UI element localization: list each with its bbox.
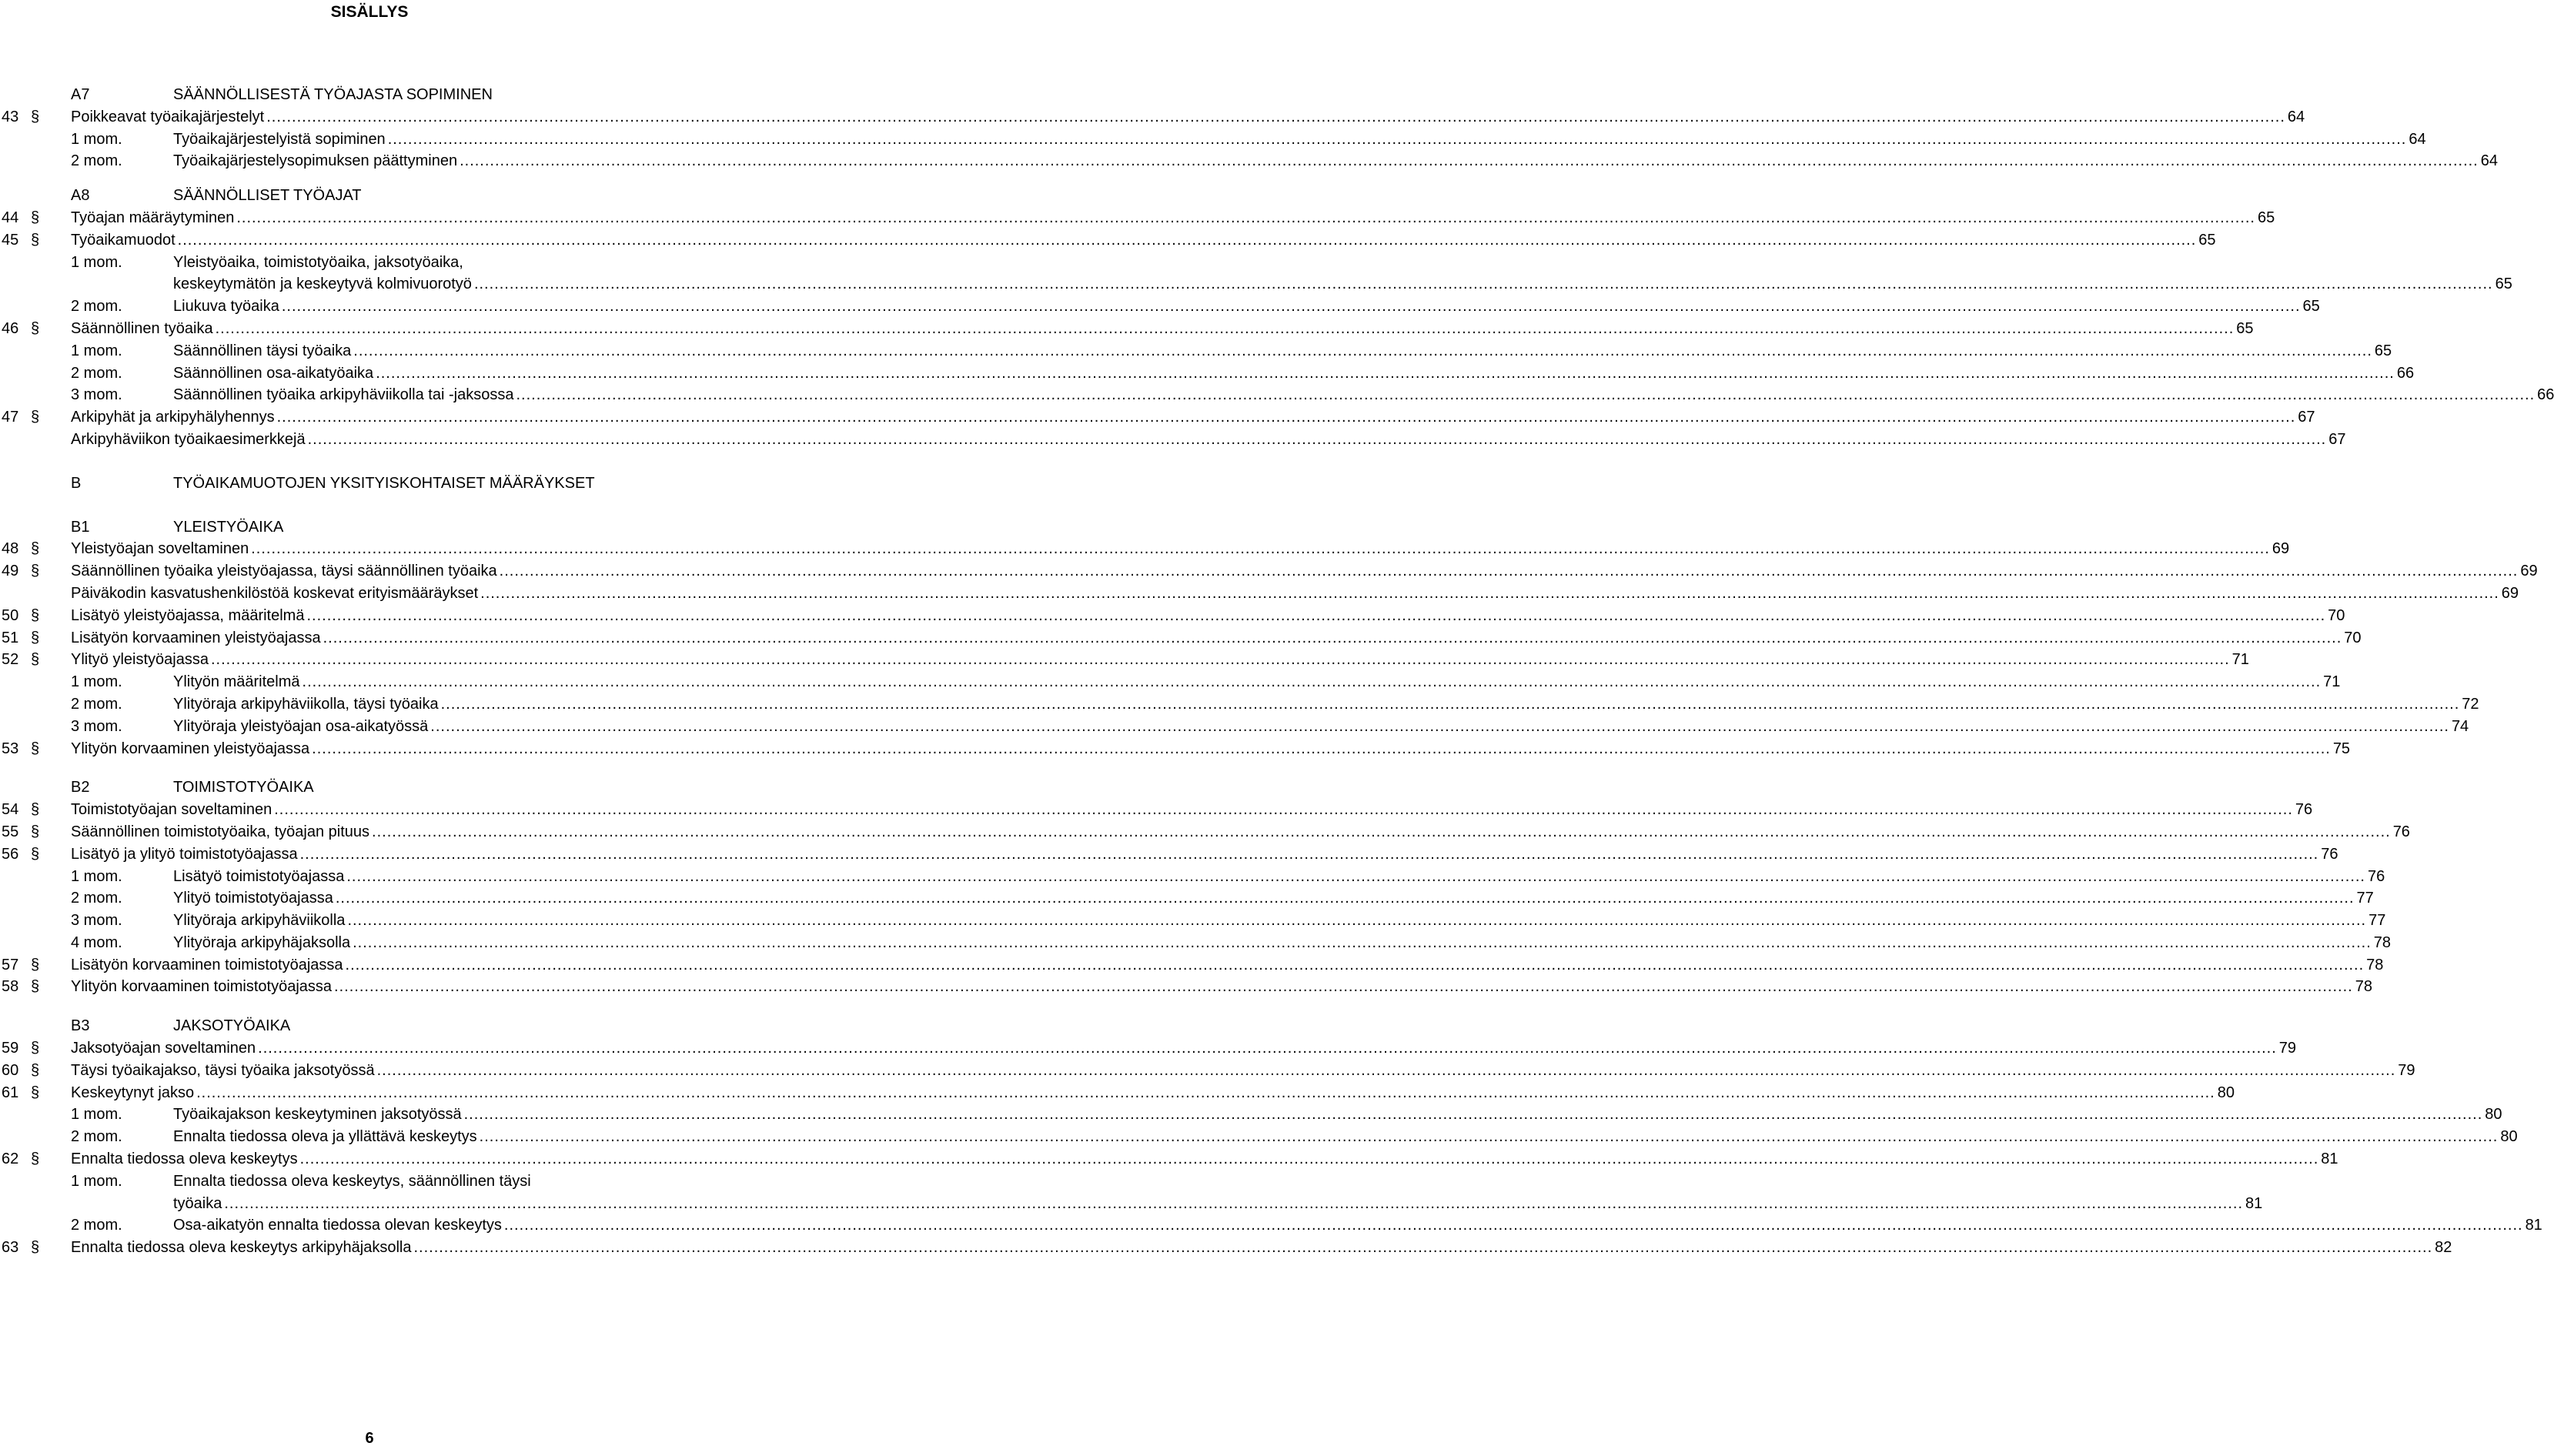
entry-link[interactable] (173, 152, 2498, 170)
mom-label: 4 mom. (71, 933, 122, 951)
entry-link[interactable] (173, 386, 2554, 404)
heading-title: JAKSOTYÖAIKA (173, 1017, 291, 1035)
entry-link[interactable] (71, 584, 2519, 603)
entry-link[interactable] (173, 717, 2469, 736)
toc-mom-row (0, 867, 2385, 890)
entry-page-number: 69 (2272, 540, 2290, 558)
dot-leader: ................................................................................................................................................................................................................................................................................................................................................................................................................ (479, 1128, 2499, 1146)
entry-link[interactable] (71, 1061, 2415, 1080)
entry-link[interactable] (71, 563, 2538, 580)
section-symbol: § (31, 1150, 40, 1168)
entry-link[interactable] (173, 342, 2392, 360)
section-symbol: § (31, 651, 40, 669)
dot-leader: ................................................................................................................................................................................................................................................................................................................................................................................................................ (480, 584, 2499, 602)
entry-page-number: 64 (2480, 152, 2498, 170)
section-number: 48 (2, 540, 19, 558)
toc-section-row (0, 108, 2305, 131)
entry-page-number: 81 (2525, 1217, 2542, 1234)
entry-page-number: 67 (2328, 430, 2346, 448)
toc-section-row (0, 319, 2254, 342)
dot-leader: ................................................................................................................................................................................................................................................................................................................................................................................................................ (258, 1040, 2277, 1057)
toc-heading (0, 475, 739, 497)
entry-title: Osa-aikatyön ennalta tiedossa olevan keskeytys (173, 1217, 502, 1234)
entry-title: Täysi työaikajakso, täysi työaika jaksotyössä (71, 1061, 375, 1079)
entry-page-number: 64 (2287, 108, 2305, 125)
entry-link[interactable] (173, 1194, 2263, 1213)
dot-leader: ................................................................................................................................................................................................................................................................................................................................................................................................................ (299, 1150, 2319, 1168)
entry-title: Työaikamuodot (71, 231, 176, 249)
section-number: 61 (2, 1084, 19, 1101)
mom-label: 2 mom. (71, 695, 122, 713)
heading-code: B1 (71, 518, 90, 536)
entry-title: Työaikajärjestelysopimuksen päättyminen (173, 152, 458, 170)
entry-page-number: 74 (2451, 717, 2469, 735)
entry-title: Säännöllinen työaika arkipyhäviikolla tai -jaksossa (173, 386, 514, 404)
entry-link[interactable] (71, 629, 2362, 647)
toc-section-row (0, 1239, 2452, 1261)
entry-link[interactable] (71, 108, 2305, 126)
toc-section-row (0, 563, 2538, 585)
entry-page-number: 76 (2392, 823, 2410, 840)
section-symbol: § (31, 231, 40, 249)
entry-link[interactable] (71, 319, 2254, 338)
toc-section-row (0, 1061, 2415, 1084)
entry-page-number: 70 (2344, 629, 2362, 646)
section-number: 46 (2, 319, 19, 337)
heading-code: A8 (71, 187, 90, 205)
entry-title: Lisätyö toimistotyöajassa (173, 867, 345, 885)
entry-page-number: 69 (2501, 584, 2519, 602)
heading-title: SÄÄNNÖLLISET TYÖAJAT (173, 187, 362, 205)
section-symbol: § (31, 823, 40, 840)
toc-section-row (0, 409, 2315, 431)
section-symbol: § (31, 540, 40, 558)
mom-label: 2 mom. (71, 1128, 122, 1146)
dot-leader: ................................................................................................................................................................................................................................................................................................................................................................................................................ (177, 231, 2197, 249)
entry-link[interactable] (71, 1040, 2297, 1057)
dot-leader: ................................................................................................................................................................................................................................................................................................................................................................................................................ (503, 1217, 2523, 1234)
dot-leader: ................................................................................................................................................................................................................................................................................................................................................................................................................ (353, 342, 2372, 359)
entry-title: Arkipyhäviikon työaikaesimerkkejä (71, 430, 306, 448)
dot-leader: ................................................................................................................................................................................................................................................................................................................................................................................................................ (440, 695, 2460, 713)
dot-leader: ................................................................................................................................................................................................................................................................................................................................................................................................................ (460, 152, 2479, 170)
entry-title: Ylityö yleistyöajassa (71, 651, 209, 669)
dot-leader: ................................................................................................................................................................................................................................................................................................................................................................................................................ (473, 276, 2493, 293)
mom-label: 3 mom. (71, 912, 122, 930)
entry-title: Ennalta tiedossa oleva keskeytys (71, 1150, 298, 1168)
entry-title: Arkipyhät ja arkipyhälyhennys (71, 409, 275, 426)
section-number: 43 (2, 108, 19, 125)
entry-link[interactable] (173, 298, 2320, 316)
section-number: 53 (2, 740, 19, 757)
entry-page-number: 69 (2520, 563, 2538, 580)
toc-section-row (0, 1040, 2297, 1062)
toc-section-row (0, 629, 2362, 652)
dot-leader: ................................................................................................................................................................................................................................................................................................................................................................................................................ (307, 430, 2327, 448)
dot-leader: ................................................................................................................................................................................................................................................................................................................................................................................................................ (236, 209, 2255, 226)
entry-link[interactable] (71, 978, 2372, 996)
section-symbol: § (31, 1040, 40, 1057)
section-number: 62 (2, 1150, 19, 1168)
dot-leader: ................................................................................................................................................................................................................................................................................................................................................................................................................ (196, 1084, 2215, 1101)
dot-leader: ................................................................................................................................................................................................................................................................................................................................................................................................................ (274, 801, 2293, 819)
mom-label: 2 mom. (71, 1217, 122, 1234)
entry-page-number: 76 (2321, 845, 2338, 863)
entry-link[interactable] (173, 890, 2374, 907)
entry-link[interactable] (173, 1128, 2518, 1146)
section-symbol: § (31, 606, 40, 624)
entry-link[interactable] (173, 276, 2512, 293)
toc-heading (0, 779, 739, 801)
entry-title: työaika (173, 1194, 222, 1212)
entry-page-number: 65 (2236, 319, 2254, 337)
dot-leader: ................................................................................................................................................................................................................................................................................................................................................................................................................ (215, 319, 2235, 337)
heading-code: B (71, 474, 82, 492)
entry-link[interactable] (71, 606, 2345, 625)
entry-link[interactable] (71, 740, 2351, 758)
entry-page-number: 65 (2257, 209, 2275, 226)
toc-mom-row (0, 364, 2415, 387)
mom-label: 1 mom. (71, 1106, 122, 1124)
section-number: 51 (2, 629, 19, 646)
section-number: 47 (2, 409, 19, 426)
section-number: 50 (2, 606, 19, 624)
dot-leader: ................................................................................................................................................................................................................................................................................................................................................................................................................ (224, 1194, 2244, 1212)
toc-section-row (0, 606, 2345, 629)
dot-leader: ................................................................................................................................................................................................................................................................................................................................................................................................................ (463, 1106, 2483, 1124)
section-symbol: § (31, 1239, 40, 1257)
toc-mom-row (0, 1173, 739, 1195)
dot-leader: ................................................................................................................................................................................................................................................................................................................................................................................................................ (516, 386, 2536, 404)
toc-mom-row (0, 1106, 2502, 1128)
dot-leader: ................................................................................................................................................................................................................................................................................................................................................................................................................ (430, 717, 2449, 735)
dot-leader: ................................................................................................................................................................................................................................................................................................................................................................................................................ (335, 890, 2355, 907)
entry-title: Päiväkodin kasvatushenkilöstöä koskevat erityismääräykset (71, 584, 479, 602)
toc-mom-row (0, 152, 2498, 175)
entry-link[interactable] (173, 254, 724, 272)
toc-section-row (0, 651, 2249, 673)
entry-link[interactable] (71, 845, 2338, 863)
toc-heading (0, 519, 739, 541)
mom-label: 3 mom. (71, 386, 122, 404)
entry-title: Lisätyön korvaaminen toimistotyöajassa (71, 956, 343, 973)
toc-mom-row (0, 386, 2554, 409)
section-number: 63 (2, 1239, 19, 1257)
heading-title: TOIMISTOTYÖAIKA (173, 779, 314, 796)
entry-title: Työaikajakson keskeytyminen jaksotyössä (173, 1106, 462, 1124)
entry-title: Ennalta tiedossa oleva keskeytys, säännöllinen täysi (173, 1172, 531, 1190)
entry-title: Lisätyö ja ylityö toimistotyöajassa (71, 845, 298, 863)
entry-title: Ylityöraja arkipyhäviikolla (173, 912, 346, 930)
toc-section-row (0, 231, 2216, 254)
dot-leader: ................................................................................................................................................................................................................................................................................................................................................................................................................ (306, 606, 2326, 624)
toc-continuation-row (0, 1194, 2263, 1217)
toc-mom-row (0, 254, 739, 276)
entry-link[interactable] (173, 695, 2479, 713)
dot-leader: ................................................................................................................................................................................................................................................................................................................................................................................................................ (251, 540, 2270, 558)
page-number: 6 (365, 1430, 374, 1447)
toc-section-row (0, 823, 2410, 846)
entry-title: Yleistyöajan soveltaminen (71, 540, 249, 558)
entry-link[interactable] (71, 956, 2384, 974)
toc-mom-row (0, 890, 2374, 912)
section-number: 52 (2, 651, 19, 669)
dot-leader: ................................................................................................................................................................................................................................................................................................................................................................................................................ (299, 845, 2319, 863)
mom-label: 2 mom. (71, 152, 122, 170)
heading-title: YLEISTYÖAIKA (173, 518, 284, 536)
entry-page-number: 76 (2367, 867, 2385, 885)
entry-page-number: 78 (2355, 978, 2372, 996)
toc-mom-row (0, 695, 2479, 718)
entry-page-number: 78 (2373, 933, 2392, 951)
heading-title: TYÖAIKAMUOTOJEN YKSITYISKOHTAISET MÄÄRÄYKSET (173, 474, 595, 492)
entry-page-number: 77 (2368, 912, 2386, 930)
dot-leader: ................................................................................................................................................................................................................................................................................................................................................................................................................ (353, 933, 2372, 951)
dot-leader: ................................................................................................................................................................................................................................................................................................................................................................................................................ (276, 409, 2296, 426)
toc-continuation-row (0, 276, 2512, 298)
section-number: 60 (2, 1061, 19, 1079)
entry-title: Keskeytynyt jakso (71, 1084, 195, 1101)
entry-page-number: 65 (2198, 231, 2216, 249)
entry-title: Ylityön korvaaminen yleistyöajassa (71, 740, 310, 757)
toc-section-row (0, 978, 2372, 1000)
dot-leader: ................................................................................................................................................................................................................................................................................................................................................................................................................ (372, 823, 2391, 840)
dot-leader: ................................................................................................................................................................................................................................................................................................................................................................................................................ (281, 298, 2301, 316)
toc-section-row (0, 1084, 2235, 1107)
entry-link[interactable] (71, 409, 2315, 426)
toc-mom-row (0, 298, 2320, 320)
entry-title: Poikkeavat työaikajärjestelyt (71, 108, 265, 125)
dot-leader: ................................................................................................................................................................................................................................................................................................................................................................................................................ (345, 956, 2365, 973)
mom-label: 1 mom. (71, 342, 122, 359)
toc-subsection-row (0, 430, 2346, 453)
mom-label: 1 mom. (71, 253, 122, 271)
entry-title: Työajan määräytyminen (71, 209, 235, 226)
section-number: 58 (2, 978, 19, 996)
entry-page-number: 81 (2245, 1194, 2263, 1212)
toc-mom-row (0, 912, 2386, 934)
dot-leader: ................................................................................................................................................................................................................................................................................................................................................................................................................ (376, 364, 2395, 382)
toc-section-row (0, 209, 2275, 232)
entry-title: Ylityöraja arkipyhäjaksolla (173, 933, 351, 951)
entry-link[interactable] (173, 1173, 724, 1191)
entry-link[interactable] (173, 933, 2392, 952)
mom-label: 1 mom. (71, 1172, 122, 1190)
dot-leader: ................................................................................................................................................................................................................................................................................................................................................................................................................ (334, 978, 2353, 996)
entry-link[interactable] (173, 673, 2341, 691)
entry-title: Ylityöraja yleistyöajan osa-aikatyössä (173, 717, 429, 735)
entry-link[interactable] (71, 209, 2275, 227)
toc-mom-row (0, 342, 2392, 365)
mom-label: 2 mom. (71, 890, 122, 907)
entry-link[interactable] (173, 867, 2385, 886)
entry-page-number: 70 (2328, 606, 2345, 624)
dot-leader: ................................................................................................................................................................................................................................................................................................................................................................................................................ (376, 1061, 2396, 1079)
entry-title: Toimistotyöajan soveltaminen (71, 801, 272, 819)
entry-page-number: 75 (2332, 740, 2351, 757)
mom-label: 1 mom. (71, 673, 122, 691)
entry-link[interactable] (71, 1150, 2338, 1168)
dot-leader: ................................................................................................................................................................................................................................................................................................................................................................................................................ (347, 912, 2367, 930)
section-number: 45 (2, 231, 19, 249)
table-of-contents (0, 86, 2554, 1261)
entry-link[interactable] (71, 1239, 2452, 1257)
entry-page-number: 64 (2409, 130, 2426, 148)
toc-mom-row (0, 130, 2426, 153)
toc-section-row (0, 1150, 2338, 1173)
heading-title: SÄÄNNÖLLISESTÄ TYÖAJASTA SOPIMINEN (173, 86, 493, 103)
entry-title: Lisätyön korvaaminen yleistyöajassa (71, 629, 321, 646)
toc-mom-row (0, 1128, 2518, 1150)
dot-leader: ................................................................................................................................................................................................................................................................................................................................................................................................................ (210, 651, 2230, 669)
entry-title: Liukuva työaika (173, 298, 279, 316)
toc-mom-row (0, 717, 2469, 740)
entry-link[interactable] (71, 651, 2249, 669)
entry-link[interactable] (173, 130, 2426, 149)
mom-label: 1 mom. (71, 130, 122, 148)
section-number: 56 (2, 845, 19, 863)
entry-page-number: 81 (2321, 1150, 2338, 1168)
toc-section-row (0, 845, 2338, 868)
entry-link[interactable] (173, 1217, 2542, 1234)
mom-label: 3 mom. (71, 717, 122, 735)
toc-subsection-row (0, 584, 2519, 607)
entry-link[interactable] (71, 801, 2313, 819)
mom-label: 2 mom. (71, 298, 122, 316)
toc-section-row (0, 956, 2384, 979)
entry-link[interactable] (71, 1084, 2235, 1102)
section-symbol: § (31, 563, 40, 580)
heading-code: A7 (71, 86, 90, 103)
dot-leader: ................................................................................................................................................................................................................................................................................................................................................................................................................ (499, 563, 2519, 580)
toc-heading (0, 187, 739, 209)
entry-title: Työaikajärjestelyistä sopiminen (173, 130, 386, 148)
section-symbol: § (31, 956, 40, 973)
entry-link[interactable] (173, 364, 2415, 382)
section-symbol: § (31, 978, 40, 996)
entry-page-number: 80 (2485, 1106, 2502, 1124)
entry-page-number: 76 (2295, 801, 2313, 819)
entry-title: keskeytymätön ja keskeytyvä kolmivuorotyö (173, 276, 472, 293)
entry-page-number: 65 (2302, 298, 2320, 316)
section-symbol: § (31, 409, 40, 426)
section-symbol: § (31, 740, 40, 757)
entry-page-number: 79 (2278, 1040, 2297, 1057)
entry-title: Säännöllinen toimistotyöaika, työajan pituus (71, 823, 370, 840)
entry-title: Ylityöraja arkipyhäviikolla, täysi työaika (173, 695, 439, 713)
section-number: 54 (2, 801, 19, 819)
entry-link[interactable] (71, 823, 2410, 841)
entry-page-number: 82 (2435, 1239, 2452, 1257)
section-number: 57 (2, 956, 19, 973)
heading-code: B3 (71, 1017, 90, 1035)
dot-leader: ................................................................................................................................................................................................................................................................................................................................................................................................................ (346, 867, 2365, 885)
dot-leader: ................................................................................................................................................................................................................................................................................................................................................................................................................ (323, 629, 2342, 646)
entry-title: Säännöllinen osa-aikatyöaika (173, 364, 374, 382)
entry-title: Jaksotyöajan soveltaminen (71, 1040, 256, 1057)
entry-page-number: 79 (2398, 1061, 2415, 1079)
toc-section-row (0, 801, 2313, 823)
section-symbol: § (31, 319, 40, 337)
section-number: 55 (2, 823, 19, 840)
section-number: 59 (2, 1040, 19, 1057)
entry-title: Lisätyö yleistyöajassa, määritelmä (71, 606, 305, 624)
entry-link[interactable] (173, 1106, 2502, 1124)
heading-code: B2 (71, 779, 90, 796)
entry-title: Säännöllinen täysi työaika (173, 342, 352, 359)
entry-page-number: 77 (2356, 890, 2374, 907)
section-symbol: § (31, 1084, 40, 1101)
page-title: SISÄLLYS (330, 3, 409, 21)
entry-page-number: 71 (2323, 673, 2341, 691)
entry-page-number: 65 (2495, 276, 2512, 293)
dot-leader: ................................................................................................................................................................................................................................................................................................................................................................................................................ (387, 130, 2407, 148)
entry-page-number: 65 (2374, 342, 2392, 359)
section-symbol: § (31, 629, 40, 646)
section-symbol: § (31, 1061, 40, 1079)
entry-title: Ennalta tiedossa oleva keskeytys arkipyhäjaksolla (71, 1239, 412, 1257)
entry-title: Säännöllinen työaika yleistyöajassa, täysi säännöllinen työaika (71, 563, 497, 580)
toc-mom-row (0, 933, 2392, 957)
entry-page-number: 67 (2298, 409, 2315, 426)
entry-title: Säännöllinen työaika (71, 319, 213, 337)
toc-section-row (0, 740, 2351, 763)
toc-mom-row (0, 673, 2341, 696)
dot-leader: ................................................................................................................................................................................................................................................................................................................................................................................................................ (266, 108, 2285, 125)
entry-page-number: 66 (2396, 364, 2415, 382)
section-number: 44 (2, 209, 19, 226)
mom-label: 2 mom. (71, 364, 122, 382)
section-symbol: § (31, 209, 40, 226)
entry-title: Ennalta tiedossa oleva ja yllättävä keskeytys (173, 1128, 477, 1146)
entry-link[interactable] (173, 912, 2386, 930)
entry-title: Yleistyöaika, toimistotyöaika, jaksotyöaika, (173, 253, 463, 271)
section-symbol: § (31, 108, 40, 125)
entry-title: Ylityö toimistotyöajassa (173, 890, 333, 907)
entry-page-number: 72 (2462, 695, 2479, 713)
section-number: 49 (2, 563, 19, 580)
dot-leader: ................................................................................................................................................................................................................................................................................................................................................................................................................ (413, 1239, 2433, 1257)
dot-leader: ................................................................................................................................................................................................................................................................................................................................................................................................................ (312, 740, 2331, 757)
section-symbol: § (31, 801, 40, 819)
toc-heading (0, 86, 739, 109)
dot-leader: ................................................................................................................................................................................................................................................................................................................................................................................................................ (302, 673, 2322, 691)
mom-label: 1 mom. (71, 867, 122, 885)
entry-page-number: 80 (2500, 1128, 2518, 1146)
entry-link[interactable] (71, 430, 2346, 449)
entry-link[interactable] (71, 540, 2290, 558)
toc-heading (0, 1017, 739, 1040)
toc-mom-row (0, 1217, 2542, 1239)
entry-page-number: 78 (2366, 956, 2384, 973)
toc-section-row (0, 540, 2290, 563)
entry-link[interactable] (71, 231, 2216, 249)
entry-title: Ylityön korvaaminen toimistotyöajassa (71, 978, 333, 996)
entry-page-number: 66 (2537, 386, 2554, 404)
entry-title: Ylityön määritelmä (173, 673, 300, 691)
section-symbol: § (31, 845, 40, 863)
entry-page-number: 80 (2217, 1084, 2235, 1101)
entry-page-number: 71 (2231, 651, 2249, 669)
